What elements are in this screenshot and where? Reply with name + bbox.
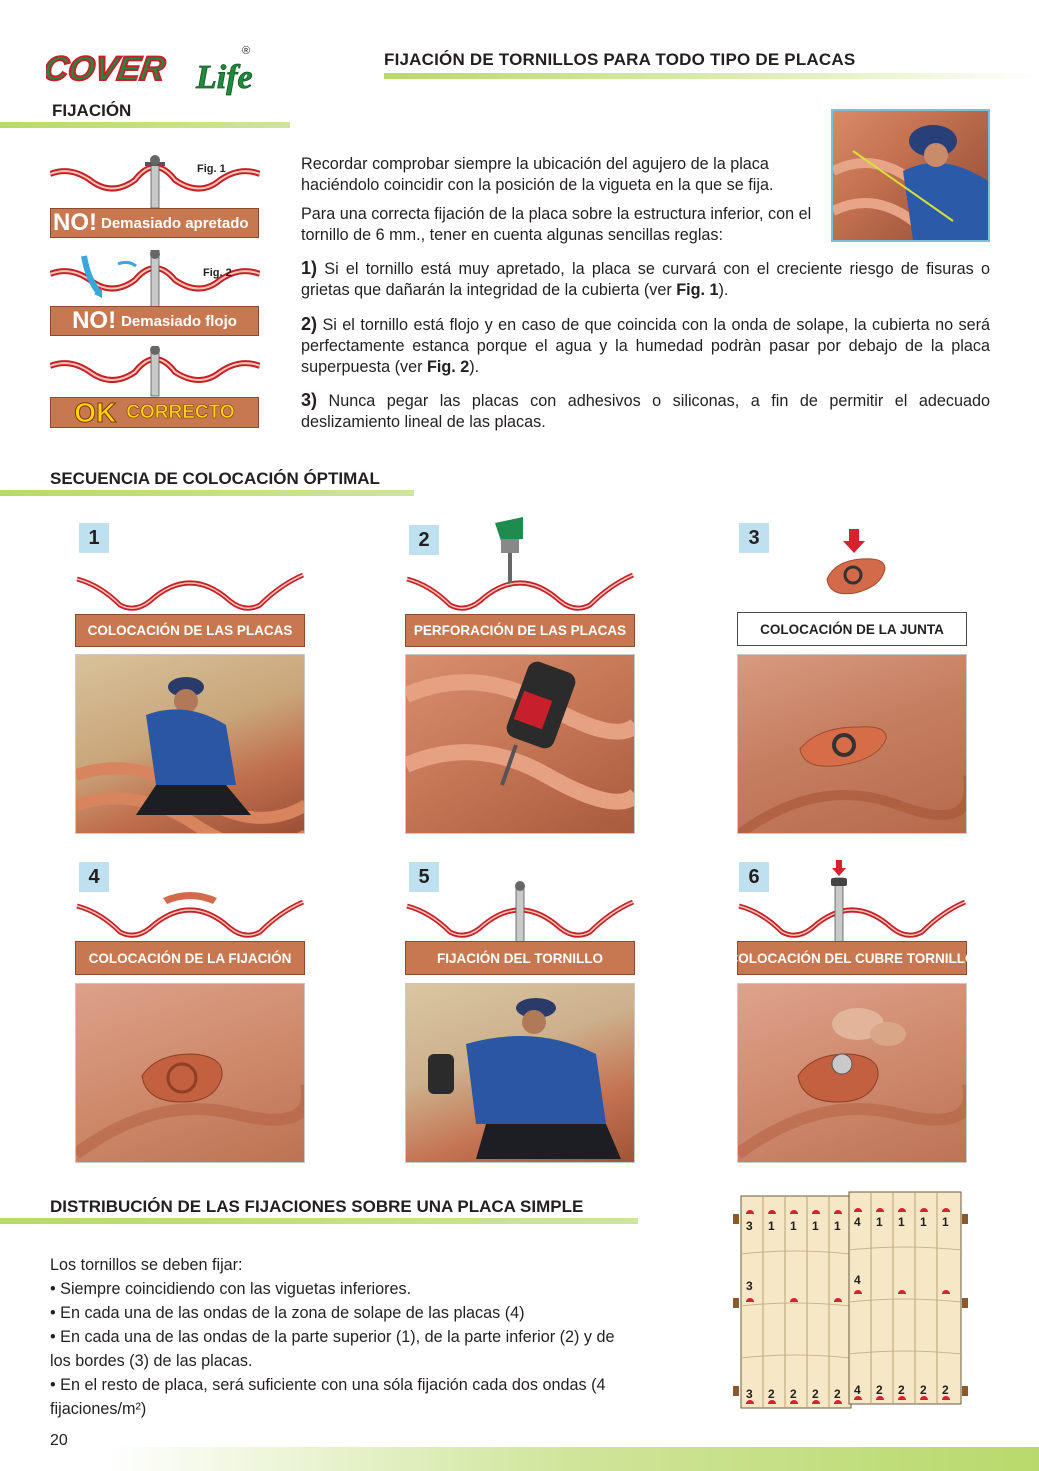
section-title-secuencia: SECUENCIA DE COLOCACIÓN ÓPTIMAL xyxy=(50,469,380,488)
diagram-num: 1 xyxy=(898,1215,905,1229)
step-6-label: COLOCACIÓN DEL CUBRE TORNILLO xyxy=(737,941,967,975)
step-2-photo xyxy=(405,654,635,834)
rule-2-close: ). xyxy=(469,358,480,376)
fig2-label: Fig. 2 xyxy=(203,267,232,279)
step-4-number: 4 xyxy=(79,862,109,892)
distribucion-intro: Los tornillos se deben fijar: xyxy=(50,1256,243,1274)
step-6-photo xyxy=(737,983,967,1163)
section-title-distribucion: DISTRIBUCIÓN DE LAS FIJACIONES SOBRE UNA PLACA SIMPLE xyxy=(50,1197,584,1216)
step-4-label: COLOCACIÓN DE LA FIJACIÓN xyxy=(75,941,305,975)
step-3-label: COLOCACIÓN DE LA JUNTA xyxy=(737,612,967,646)
rule-2-number: 2) xyxy=(301,314,318,334)
rule-3-text: Nunca pegar las placas con adhesivos o siliconas, a fin de permitir el adecuado deslizamiento lineal de las placas. xyxy=(301,392,990,431)
fig1-diagram xyxy=(50,152,260,212)
rule-2-text: Si el tornillo está flojo y en caso de que coincida con la onda de solape, la cubierta no será perfectamente estanca porque el agua y la humedad podràn pasar por debajo de la placa superpuesta (ver xyxy=(301,316,990,376)
section-rule xyxy=(0,122,290,128)
rule-1-close: ). xyxy=(718,281,729,299)
step-6-number: 6 xyxy=(739,862,769,892)
coverlife-logo xyxy=(46,40,266,96)
section-title-fijacion: FIJACIÓN xyxy=(52,101,132,120)
bullet-4: • En el resto de placa, será suficiente con una sóla fijación cada dos ondas (4 fijaciones/m²) xyxy=(50,1376,606,1418)
rule-1-ref: Fig. 1 xyxy=(676,281,719,299)
step-1-photo xyxy=(75,654,305,834)
step-1-diagram xyxy=(75,565,305,615)
section-rule xyxy=(0,490,414,496)
rule-2 xyxy=(301,314,990,378)
step-4-photo xyxy=(75,983,305,1163)
drill-icon xyxy=(495,517,523,541)
diagram-num: 1 xyxy=(942,1215,949,1229)
page-number: 20 xyxy=(50,1432,68,1449)
diagram-num: 1 xyxy=(768,1219,775,1233)
step-6-diagram xyxy=(737,858,967,942)
logo-word-cover: COVER xyxy=(46,50,168,88)
rule-2-ref: Fig. 2 xyxy=(426,358,470,376)
registered-mark: ® xyxy=(242,45,251,57)
worker-photo xyxy=(831,109,990,242)
bullet-2: • En cada una de las ondas de la zona de solape de las placas (4) xyxy=(50,1304,525,1322)
diagram-num: 4 xyxy=(854,1383,861,1397)
fig1-warning-badge xyxy=(50,208,259,238)
fig2-warning-badge xyxy=(50,306,259,336)
logo-word-life: Life xyxy=(196,59,253,96)
fig-ok-badge xyxy=(50,397,259,428)
step-3-photo xyxy=(737,654,967,834)
step-5-diagram xyxy=(405,880,635,942)
bullet-1: • Siempre coincidiendo con las viguetas inferiores. xyxy=(50,1280,412,1298)
fig-ok-diagram xyxy=(50,346,260,398)
rule-3 xyxy=(301,390,990,433)
fig1-caption: Demasiado apretado xyxy=(101,214,249,232)
ok-caption: CORRECTO xyxy=(126,401,235,423)
diagram-num: 2 xyxy=(834,1387,841,1401)
diagram-num: 2 xyxy=(790,1387,797,1401)
fig2-caption: Demasiado flojo xyxy=(121,312,237,330)
step-1-label: COLOCACIÓN DE LAS PLACAS xyxy=(75,614,305,647)
footer-band xyxy=(0,1447,1039,1471)
step-2-diagram xyxy=(405,515,635,615)
ok-verdict: OK xyxy=(74,396,117,428)
step-2-label: PERFORACIÓN DE LAS PLACAS xyxy=(405,614,635,647)
step-5-photo xyxy=(405,983,635,1163)
diagram-num: 1 xyxy=(790,1219,797,1233)
page-header-title: FIJACIÓN DE TORNILLOS PARA TODO TIPO DE PLACAS xyxy=(384,50,856,69)
fig2-diagram xyxy=(50,250,260,310)
diagram-num: 1 xyxy=(812,1219,819,1233)
step-1-number: 1 xyxy=(79,523,109,553)
rule-1-text: Si el tornillo está muy apretado, la placa se curvará con el creciente riesgo de fisuras o grietas que dañarán la integridad de la cubierta (ver xyxy=(301,260,990,299)
diagram-num: 4 xyxy=(854,1215,861,1229)
diagram-num: 2 xyxy=(812,1387,819,1401)
diagram-num: 1 xyxy=(876,1215,883,1229)
diagram-num: 2 xyxy=(942,1383,949,1397)
down-arrow-icon xyxy=(832,860,846,876)
rule-1 xyxy=(301,258,990,301)
diagram-num: 2 xyxy=(876,1383,883,1397)
step-3-diagram xyxy=(815,527,895,607)
diagram-num: 1 xyxy=(920,1215,927,1229)
step-3-number: 3 xyxy=(739,523,769,553)
rule-1-number: 1) xyxy=(301,258,318,278)
diagram-num: 4 xyxy=(854,1273,861,1287)
diagram-num: 2 xyxy=(920,1383,927,1397)
diagram-num: 3 xyxy=(746,1387,753,1401)
diagram-num: 1 xyxy=(834,1219,841,1233)
rule-3-number: 3) xyxy=(301,390,318,410)
diagram-num: 3 xyxy=(746,1279,753,1293)
bullet-3: • En cada una de las ondas de la parte superior (1), de la parte inferior (2) y de los bordes (3) de las placas. xyxy=(50,1328,615,1370)
fixing-distribution-diagram xyxy=(733,1188,969,1416)
diagram-num: 2 xyxy=(898,1383,905,1397)
step-2-number: 2 xyxy=(409,525,439,555)
water-arrow-icon xyxy=(84,256,100,294)
header-rule xyxy=(384,73,1039,79)
step-5-number: 5 xyxy=(409,862,439,892)
fig1-verdict: NO! xyxy=(53,209,97,236)
fig2-verdict: NO! xyxy=(72,307,117,334)
step-4-diagram xyxy=(75,884,305,942)
diagram-num: 2 xyxy=(768,1387,775,1401)
step-5-label: FIJACIÓN DEL TORNILLO xyxy=(405,941,635,975)
fig1-label: Fig. 1 xyxy=(197,163,226,175)
down-arrow-icon xyxy=(843,529,865,553)
diagram-num: 3 xyxy=(746,1219,753,1233)
intro-paragraph-2: Para una correcta fijación de la placa sobre la estructura inferior, con el tornillo de 6 mm., tener en cuenta algunas sencillas reglas: xyxy=(301,205,812,244)
intro-paragraph-1: Recordar comprobar siempre la ubicación del agujero de la placa haciéndolo coincidir con la posición de la vigueta en la que se fija. xyxy=(301,155,774,194)
section-rule xyxy=(0,1218,638,1224)
